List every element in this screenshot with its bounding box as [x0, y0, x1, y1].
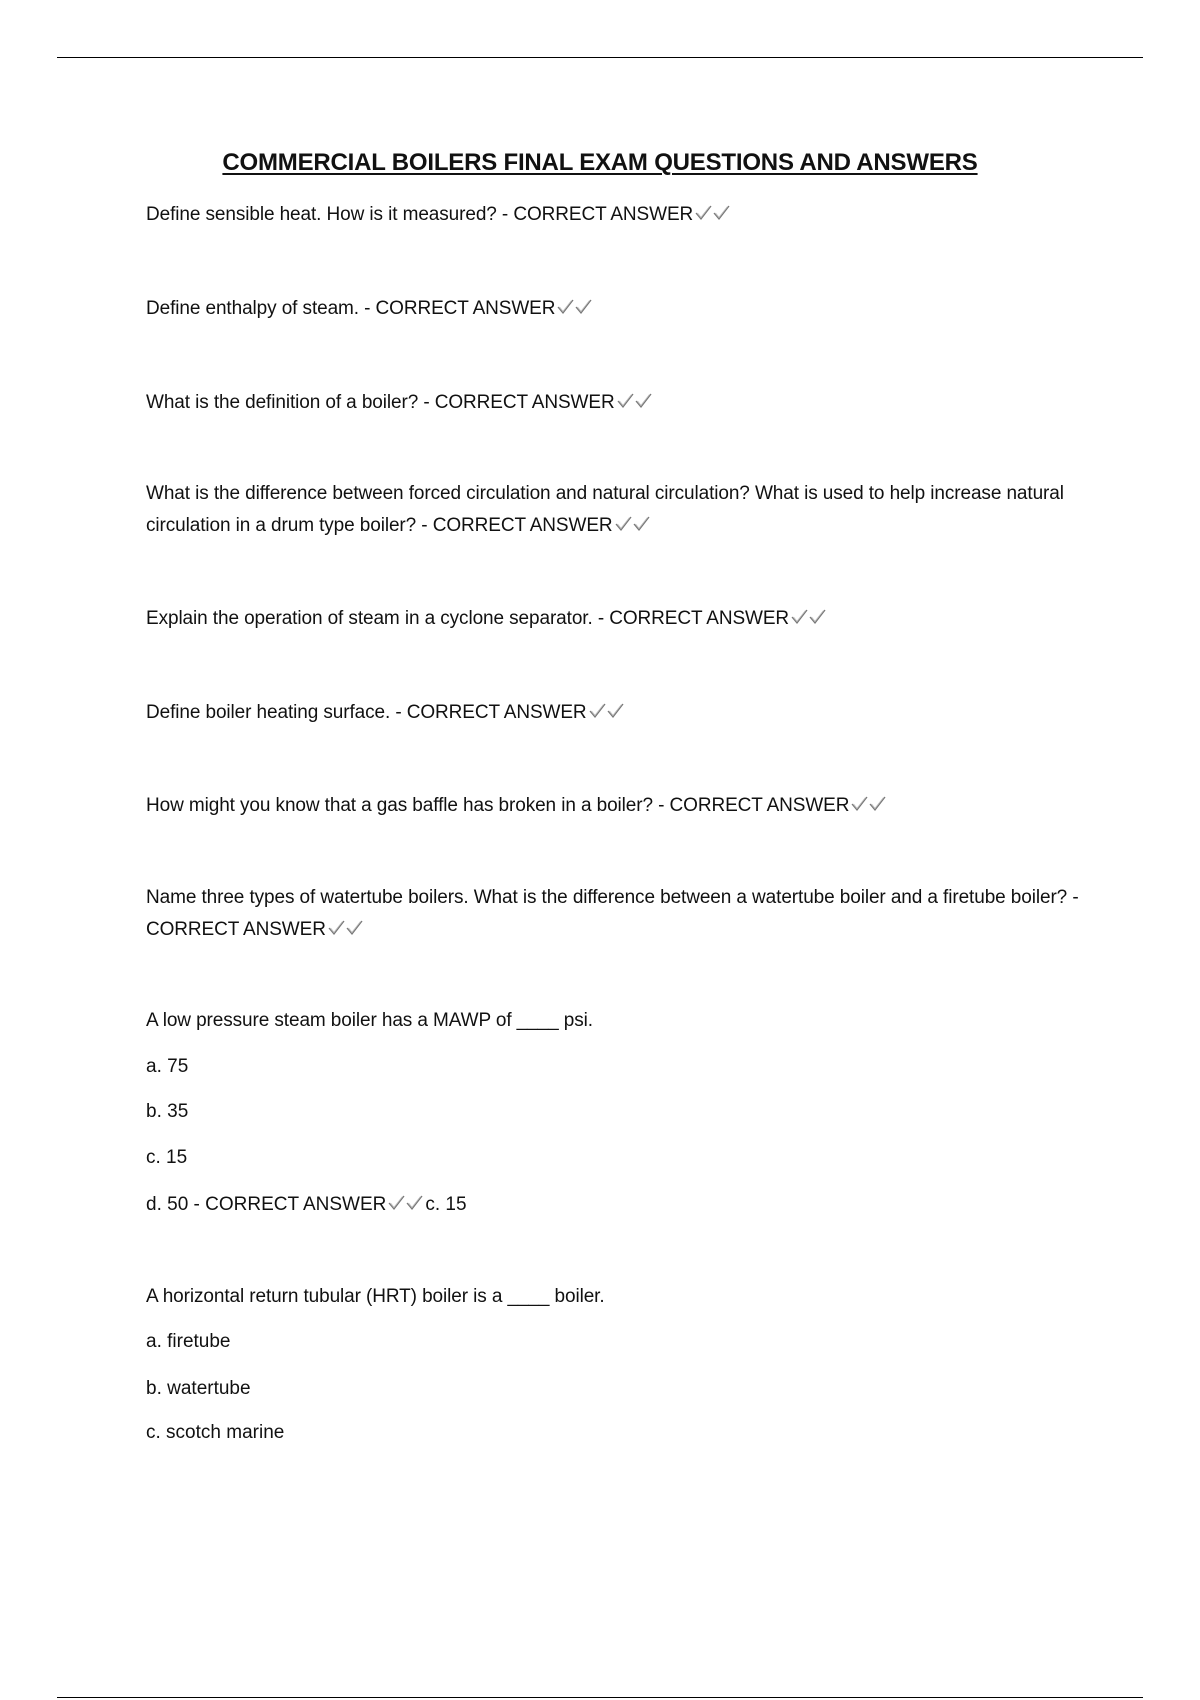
top-rule — [57, 57, 1143, 58]
mcq-2-option-c: c. scotch marine — [146, 1422, 285, 1443]
double-check-icon — [614, 514, 652, 534]
question-6 — [146, 697, 1096, 729]
mcq-2-option-b: b. watertube — [146, 1378, 251, 1399]
question-5 — [146, 603, 1096, 635]
mcq-1-option-d — [146, 1191, 467, 1219]
question-text: Define boiler heating surface. - CORRECT ANSWER — [146, 702, 587, 723]
question-text: How might you know that a gas baffle has broken in a boiler? - CORRECT ANSWER — [146, 795, 850, 816]
mcq-1-stem: A low pressure steam boiler has a MAWP of ____ psi. — [146, 1010, 593, 1031]
question-7 — [146, 790, 1096, 822]
question-3 — [146, 387, 1096, 419]
double-check-icon — [616, 391, 654, 411]
question-text: Define enthalpy of steam. - CORRECT ANSWER — [146, 298, 556, 319]
question-4 — [146, 478, 1096, 542]
mcq-1-option-a: a. 75 — [146, 1056, 189, 1077]
mcq-2-option-a: a. firetube — [146, 1331, 231, 1352]
question-text: What is the difference between forced circulation and natural circulation? What is used to help increase natural circulation in a drum type boiler? - CORRECT ANSWER — [146, 483, 1064, 536]
option-text: d. 50 - CORRECT ANSWER — [146, 1194, 387, 1215]
page-title — [0, 148, 1200, 178]
mcq-1-option-b: b. 35 — [146, 1101, 189, 1122]
question-text: Name three types of watertube boilers. What is the difference between a watertube boiler and a firetube boiler? - CORRECT ANSWER — [146, 887, 1079, 940]
double-check-icon — [588, 701, 626, 721]
double-check-icon — [790, 607, 828, 627]
bottom-rule — [57, 1697, 1143, 1698]
question-1 — [146, 199, 1096, 231]
question-text: Define sensible heat. How is it measured? - CORRECT ANSWER — [146, 204, 694, 225]
double-check-icon — [387, 1193, 425, 1213]
question-2 — [146, 293, 1096, 325]
mcq-1-answer: c. 15 — [425, 1194, 467, 1215]
question-text: Explain the operation of steam in a cyclone separator. - CORRECT ANSWER — [146, 608, 790, 629]
mcq-2-stem: A horizontal return tubular (HRT) boiler is a ____ boiler. — [146, 1286, 605, 1307]
mcq-1-option-c: c. 15 — [146, 1147, 188, 1168]
double-check-icon — [694, 203, 732, 223]
double-check-icon — [850, 794, 888, 814]
question-text: What is the definition of a boiler? - CORRECT ANSWER — [146, 392, 615, 413]
question-8 — [146, 882, 1096, 946]
double-check-icon — [556, 297, 594, 317]
double-check-icon — [327, 918, 365, 938]
page-title-text: COMMERCIAL BOILERS FINAL EXAM QUESTIONS AND ANSWERS — [222, 149, 978, 176]
